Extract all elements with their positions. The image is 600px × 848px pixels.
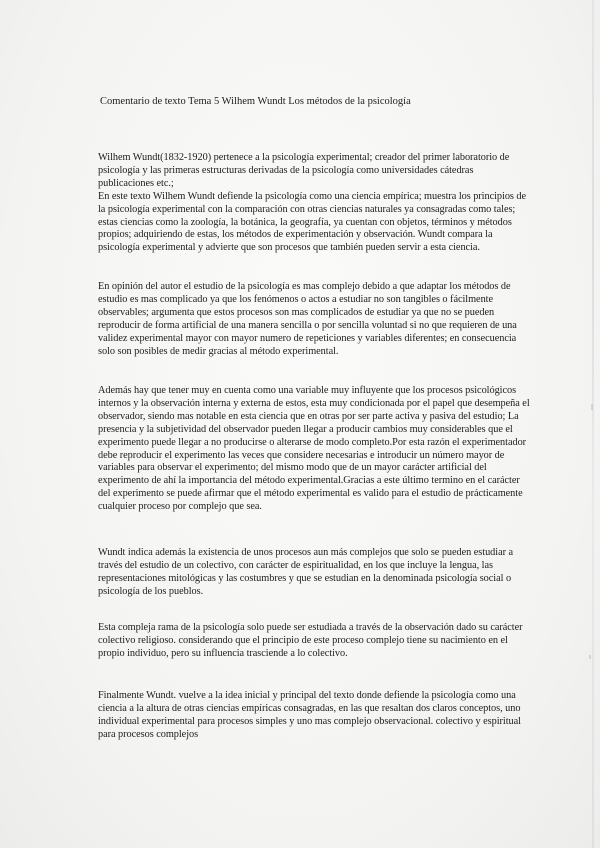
scan-edge	[592, 0, 594, 848]
document-title: Comentario de texto Tema 5 Wilhem Wundt Los métodos de la psicología	[100, 96, 411, 107]
paragraph-line: En este texto Wilhem Wundt defiende la psicología como una ciencia empírica; muestra los principios de la psicología experimental con la comparación con otras ciencias naturales ya consagradas como tales; estas ciencias como la zoología, la botánica, la geografía, ya cuentan con objetos, términos y métodos propios; adquiriendo de estas, los métodos de experimentación y observación. Wundt compara la psicología experimental y advierte que son procesos que también pueden servir a esta ciencia.	[98, 190, 527, 254]
paragraph-line: Wundt indica además la existencia de unos procesos aun más complejos que solo se pueden estudiar a través del estudio de un colectivo, con carácter de espiritualidad, en los que incluye la lengua, las representaciones mitológicas y las costumbres y que se estudian en la denominada psicología social o psicología de los pueblos.	[98, 547, 514, 597]
paragraph-line: En opinión del autor el estudio de la psicología es mas complejo debido a que adaptar los métodos de estudio es mas complicado ya que los fenómenos o actos a estudiar no son tangibles o fácilmente observables; argumenta que estos procesos son mas complicados de estudiar ya que no se pueden reproducir de forma artificial de una manera sencilla o por sencilla voluntad si no que requieren de una validez experimental mayor con mayor numero de repeticiones y variables diferentes; en consecuencia solo son posibles de medir gracias al método experimental.	[98, 281, 517, 357]
paragraph-line: Finalmente Wundt. vuelve a la idea inicial y principal del texto donde defiende la psicología como una ciencia a la altura de otras ciencias empíricas consagradas, en las que resaltan dos claros conceptos, uno individual experimental para procesos simples y uno mas complejo observacional. colectivo y espiritual para procesos complejos	[98, 690, 521, 740]
paragraph-collective	[98, 547, 530, 599]
paragraph-line: Esta compleja rama de la psicología solo puede ser estudiada a través de la observación dado su carácter colectivo religioso. considerando que el principio de este proceso complejo tiene su nacimiento en el propio individuo, pero su influencia trasciende a lo colectivo.	[98, 622, 523, 659]
paragraph-social-psychology	[98, 622, 530, 661]
paragraph-conclusion	[98, 690, 530, 742]
paragraph-line: Además hay que tener muy en cuenta como una variable muy influyente que los procesos psicológicos internos y la observación interna y externa de estos, esta muy condicionada por el papel que desempeña el observador, siendo mas notable en esta ciencia que en otras por ser parte activa y pasiva del estudio; La presencia y la subjetividad del observador pueden llegar a producir cambios muy considerables que el experimento puede llegar a no producirse o alterarse de modo completo.Por esta razón el experimentador debe reproducir el experimento las veces que considere necesarias e introducir un número mayor de variables para observar el experimento; del mismo modo que de un mayor carácter artificial del experimento de ahí la importancia del método experimental.Gracias a este último termino en el carácter del experimento se puede afirmar que el método experimental es valido para el estudio de prácticamente cualquier proceso por complejo que sea.	[98, 385, 530, 513]
scan-speck	[591, 404, 593, 410]
paragraph-line: Wilhem Wundt(1832-1920) pertenece a la psicología experimental; creador del primer laboratorio de psicología y las primeras estructuras derivadas de la psicología como universidades cátedras publicaciones etc.;	[98, 152, 510, 189]
scan-speck	[589, 655, 591, 659]
paragraph-observer	[98, 385, 530, 514]
paragraph-author-opinion	[98, 281, 530, 358]
paragraph-intro	[98, 152, 530, 255]
